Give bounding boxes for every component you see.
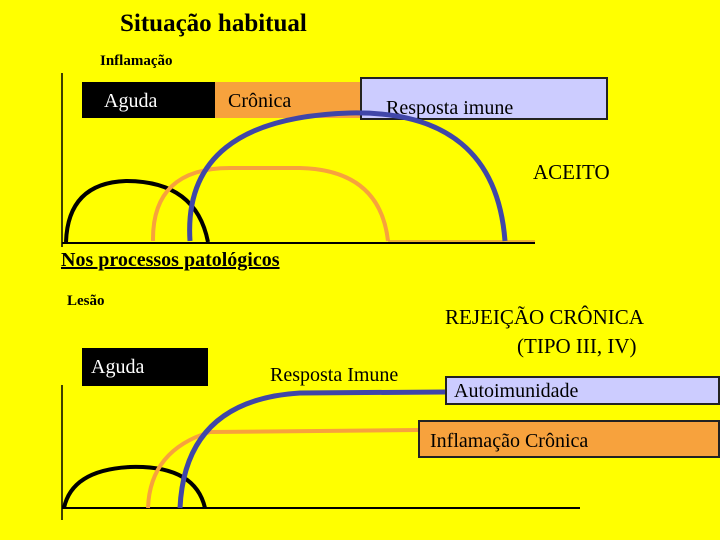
cronica-box-label: Crônica: [228, 90, 292, 112]
bottom-resposta-curve: [180, 392, 445, 508]
top-aguda-curve: [66, 181, 208, 242]
rejeicao-line1: REJEIÇÃO CRÔNICA: [445, 305, 644, 329]
patologicos-heading: Nos processos patológicos: [61, 249, 280, 271]
inflamacao-label: Inflamação: [100, 53, 173, 69]
aceito-label: ACEITO: [533, 160, 610, 184]
lesao-aguda-box-label: Aguda: [91, 356, 145, 378]
inflamacao-cronica-label: Inflamação Crônica: [430, 430, 589, 452]
autoimunidade-label: Autoimunidade: [454, 380, 579, 402]
resposta-imune-box-label: Resposta imune: [386, 97, 514, 119]
resposta-imune-label: Resposta Imune: [270, 364, 399, 386]
page-title: Situação habitual: [120, 10, 307, 37]
rejeicao-line2: (TIPO III, IV): [517, 334, 637, 358]
lesao-label: Lesão: [67, 293, 105, 309]
aguda-box-label: Aguda: [104, 90, 158, 112]
